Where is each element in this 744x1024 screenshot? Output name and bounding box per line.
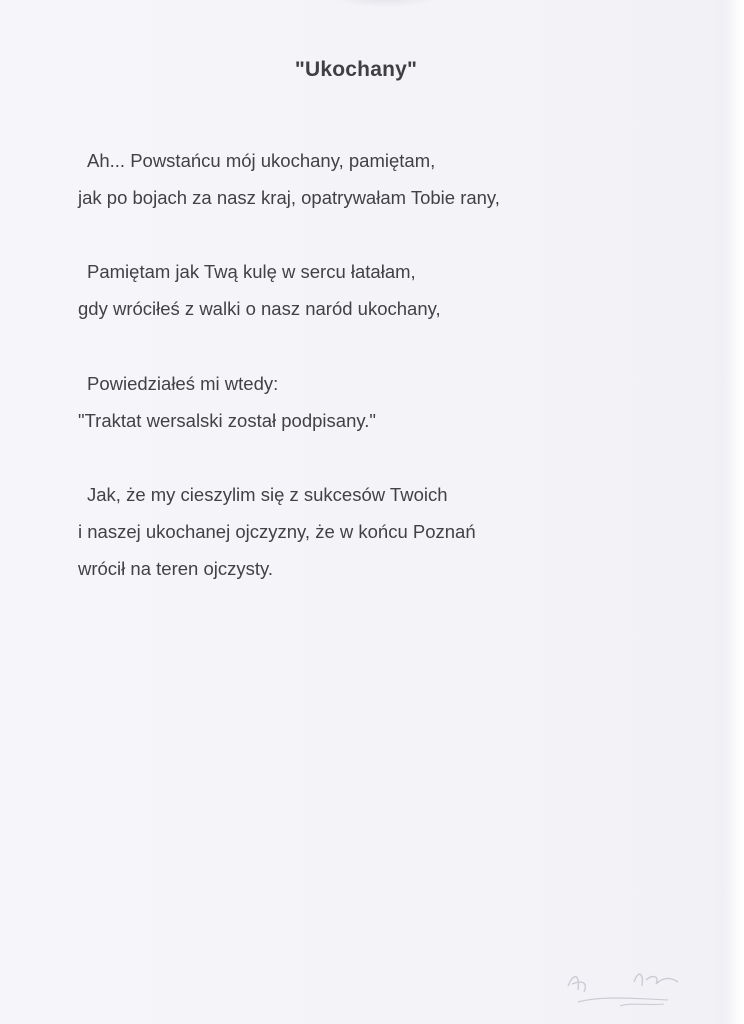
poem-line: "Traktat wersalski został podpisany." — [78, 410, 376, 431]
poem-title: "Ukochany" — [294, 58, 418, 81]
stanza-1 — [78, 142, 500, 216]
poem-line: Ah... Powstańcu mój ukochany, pamiętam, — [87, 150, 436, 171]
page-edge — [722, 0, 744, 1024]
poem-line: Powiedziałeś mi wtedy: — [87, 373, 279, 394]
poem-line: Jak, że my cieszylim się z sukcesów Twoich — [87, 484, 448, 505]
poem-line: gdy wróciłeś z walki o nasz naród ukochany, — [78, 298, 441, 319]
scan-smudge — [330, 0, 440, 8]
stanza-4 — [78, 476, 476, 587]
poem-line: Pamiętam jak Twą kulę w sercu łatałam, — [87, 261, 416, 282]
stanza-2 — [78, 253, 441, 327]
signature-icon — [560, 962, 690, 1012]
poem-line: wrócił na teren ojczysty. — [78, 558, 273, 579]
poem-line: i naszej ukochanej ojczyzny, że w końcu Poznań — [78, 521, 476, 542]
poem-line: jak po bojach za nasz kraj, opatrywałam Tobie rany, — [78, 187, 500, 208]
stanza-3 — [78, 365, 376, 439]
